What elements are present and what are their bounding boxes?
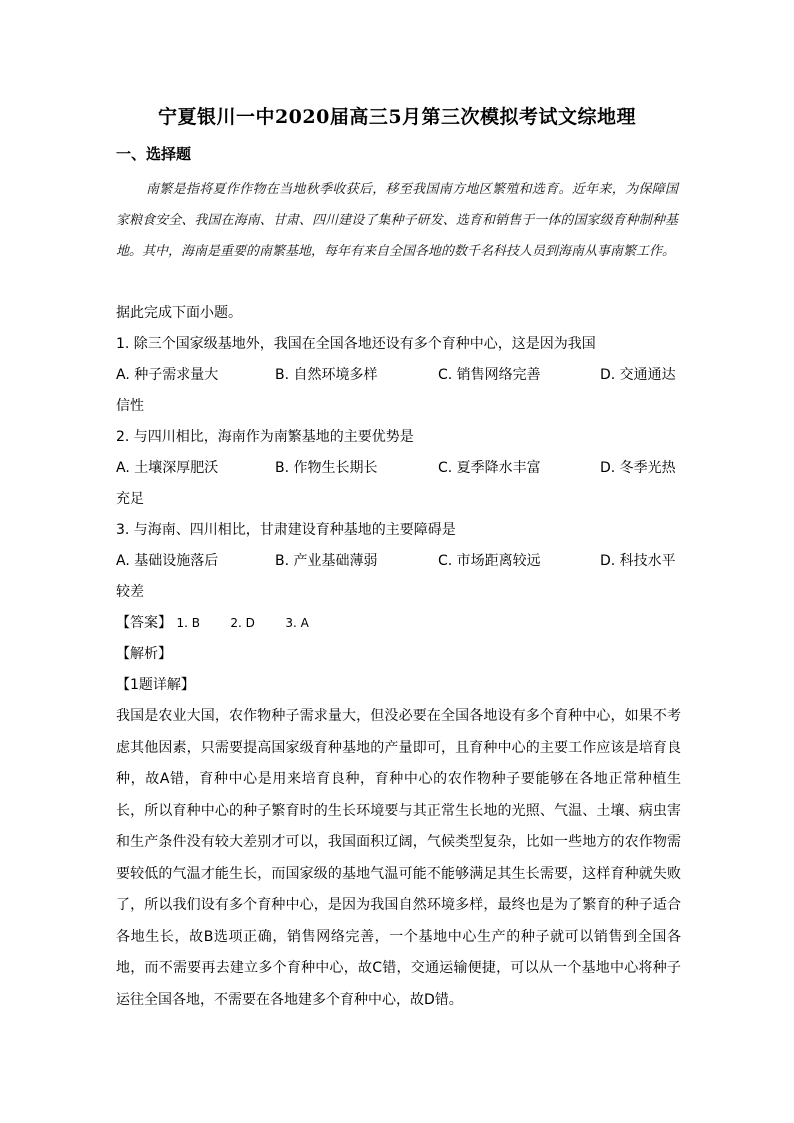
option-b: B. 产业基础薄弱 — [275, 553, 378, 569]
document-title: 宁夏银川一中2020届高三5月第三次模拟考试文综地理 — [157, 106, 637, 128]
instruction-text: 据此完成下面小题。 — [116, 305, 242, 321]
option-b: B. 作物生长期长 — [275, 460, 378, 476]
question-2-option-wrap: 充足 — [116, 491, 144, 507]
section-heading: 一、选择题 — [116, 145, 192, 163]
question-3-stem: 3. 与海南、四川相比，甘肃建设育种基地的主要障碍是 — [116, 522, 456, 538]
option-d: D. 科技水平 — [600, 553, 676, 569]
answer-1: 1. B — [176, 616, 200, 630]
option-c: C. 市场距离较远 — [438, 553, 541, 569]
answer-3: 3. A — [285, 616, 309, 630]
question-1-stem: 1. 除三个国家级基地外，我国在全国各地还设有多个育种中心，这是因为我国 — [116, 336, 596, 352]
answer-2: 2. D — [230, 616, 255, 630]
analysis-label: 【解析】 — [116, 646, 172, 662]
option-d: D. 交通通达 — [600, 367, 676, 383]
option-c: C. 销售网络完善 — [438, 367, 541, 383]
option-a: A. 土壤深厚肥沃 — [116, 460, 219, 476]
option-d: D. 冬季光热 — [600, 460, 676, 476]
answer-label: 【答案】 — [116, 615, 172, 631]
option-a: A. 种子需求量大 — [116, 367, 219, 383]
reading-passage: 南繁是指将夏作作物在当地秋季收获后，移至我国南方地区繁殖和选育。近年来，为保障国家粮食安全、我国在海南、甘肃、四川建设了集种子研发、选育和销售于一体的国家级育种制种基地。其中，海南是重要的南繁基地，每年有来自全国各地的数千名科技人员到海南从事南繁工作。 — [116, 182, 678, 259]
option-a: A. 基础设施落后 — [116, 553, 219, 569]
question-2-stem: 2. 与四川相比，海南作为南繁基地的主要优势是 — [116, 429, 414, 445]
detail-label: 【1题详解】 — [116, 677, 195, 693]
question-1-option-wrap: 信性 — [116, 398, 144, 414]
option-b: B. 自然环境多样 — [275, 367, 378, 383]
answer-line — [116, 612, 309, 632]
option-c: C. 夏季降水丰富 — [438, 460, 541, 476]
detail-explanation: 我国是农业大国，农作物种子需求量大，但没必要在全国各地设有多个育种中心，如果不考虑其他因素，只需要提高国家级育种基地的产量即可，且育种中心的主要工作应该是培育良种，故A错，育种中心是用来培育良种，育种中心的农作物种子要能够在各地正常种植生长，所以育种中心的种子繁育时的生长环境要与其正常生长地的光照、气温、土壤、病虫害和生产条件没有较大差别才可以，我国面积辽阔，气候类型复杂，比如一些地方的农作物需要较低的气温才能生长，而国家级的基地气温可能不能够满足其生长需要，这样育种就失败了，所以我们设有多个育种中心，是因为我国自然环境多样，最终也是为了繁育的种子适合各地生长，故B选项正确，销售网络完善，一个基地中心生产的种子就可以销售到全国各地，而不需要再去建立多个育种中心，故C错，交通运输便捷，可以从一个基地中心将种子运往全国各地，不需要在各地建多个育种中心，故D错。 — [116, 708, 681, 1008]
question-3-option-wrap: 较差 — [116, 584, 144, 600]
